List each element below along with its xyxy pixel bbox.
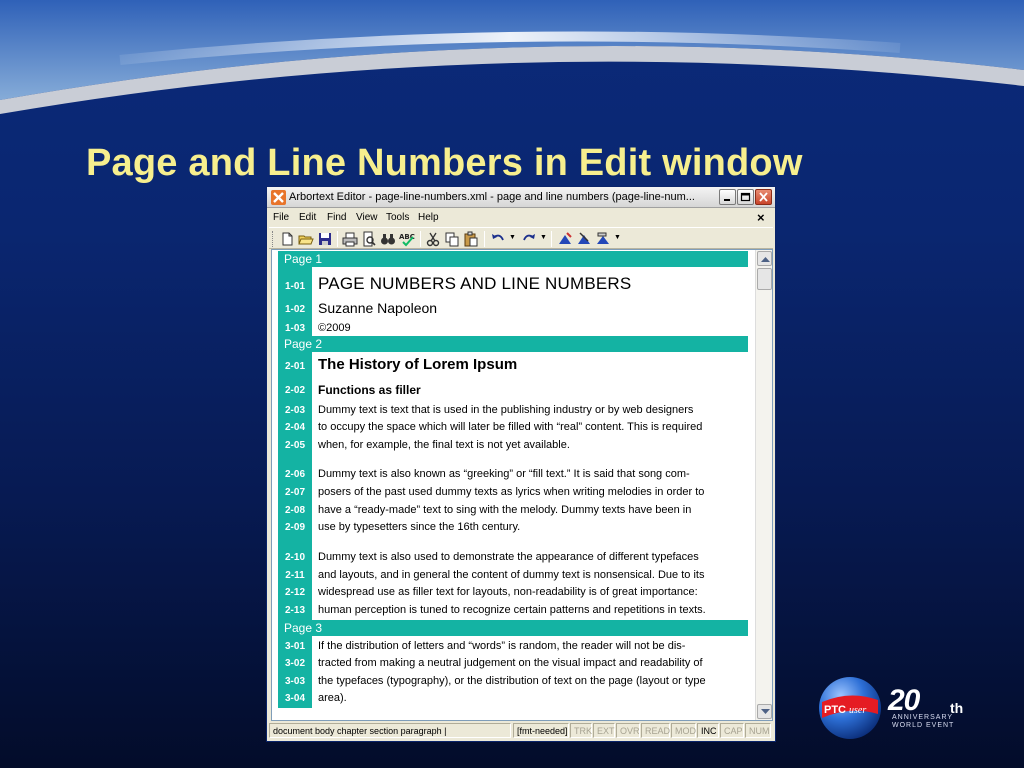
paragraph-line[interactable]: posers of the past used dummy texts as lyrics when writing melodies in order to xyxy=(318,486,705,498)
line-number: 2-07 xyxy=(284,487,305,498)
cut-icon[interactable] xyxy=(425,231,441,247)
slide-title: Page and Line Numbers in Edit window xyxy=(86,142,803,184)
logo-anniversary-suffix: th xyxy=(950,700,964,716)
menu-file[interactable]: File xyxy=(273,212,290,223)
menubar xyxy=(267,209,775,227)
section-title[interactable]: Functions as filler xyxy=(318,383,421,397)
main-toolbar xyxy=(269,227,773,249)
line-number: 3-04 xyxy=(284,693,305,704)
line-number: 2-01 xyxy=(284,361,305,372)
paragraph-line[interactable]: human perception is tuned to recognize certain patterns and repetitions in texts. xyxy=(318,604,706,616)
toolbar-separator xyxy=(551,231,552,247)
menu-find[interactable]: Find xyxy=(327,212,347,223)
insert-markup-icon[interactable] xyxy=(557,231,573,247)
copy-icon[interactable] xyxy=(444,231,460,247)
find-binoculars-icon[interactable] xyxy=(380,231,396,247)
spellcheck-icon[interactable] xyxy=(399,231,415,247)
paragraph-line[interactable]: tracted from making a neutral judgement on the visual impact and readability of xyxy=(318,657,703,669)
change-markup-icon[interactable] xyxy=(576,231,592,247)
chevron-down-icon xyxy=(761,709,770,715)
svg-text:ABC: ABC xyxy=(399,233,415,241)
paragraph-line[interactable]: the typefaces (typography), or the distribution of text on the page (layout or type xyxy=(318,675,706,687)
paragraph-line[interactable]: Dummy text is text that is used in the publishing industry or by web designers xyxy=(318,404,694,416)
menu-edit[interactable]: Edit xyxy=(299,212,317,223)
paragraph-line[interactable]: Dummy text is also known as “greeking” or “fill text.” It is said that song com- xyxy=(318,468,690,480)
status-trk: TRK xyxy=(570,723,592,738)
line-number: 2-08 xyxy=(284,505,305,516)
paragraph-line[interactable]: have a “ready-made” text to sing with the melody. Dummy texts have been in xyxy=(318,504,692,516)
paragraph-line[interactable]: Dummy text is also used to demonstrate the appearance of different typefaces xyxy=(318,551,699,563)
maximize-icon xyxy=(740,192,751,202)
ptc-user-logo-icon xyxy=(818,676,882,740)
redo-dropdown-icon[interactable]: ▼ xyxy=(540,234,547,241)
maximize-button[interactable] xyxy=(737,189,754,205)
window-titlebar[interactable] xyxy=(267,187,775,208)
status-bar xyxy=(269,723,773,739)
line-number: 2-04 xyxy=(284,422,305,433)
line-number: 2-13 xyxy=(284,605,305,616)
status-cap: CAP xyxy=(720,723,744,738)
menu-help[interactable]: Help xyxy=(418,212,439,223)
status-fmt-needed: [fmt-needed] xyxy=(513,723,569,738)
paragraph-line[interactable]: area). xyxy=(318,692,347,704)
document-author[interactable]: Suzanne Napoleon xyxy=(318,300,438,316)
paragraph-line[interactable]: widespread use as filler text for layouts, non-readability is of great importance: xyxy=(318,586,698,598)
paste-icon[interactable] xyxy=(463,231,479,247)
line-number: 3-02 xyxy=(284,658,305,669)
paragraph-line[interactable]: to occupy the space which will later be filled with “real” content. This is required xyxy=(318,421,703,433)
page-bar-1: Page 1 xyxy=(278,251,748,267)
logo-brand-suffix: user xyxy=(849,705,867,716)
arbortext-editor-window xyxy=(266,186,776,742)
paragraph-line[interactable]: use by typesetters since the 16th century. xyxy=(318,521,521,533)
line-number: 2-03 xyxy=(284,405,305,416)
line-number: 1-03 xyxy=(284,323,305,334)
paragraph-line[interactable]: when, for example, the final text is not yet available. xyxy=(318,439,570,451)
paragraph-line[interactable]: If the distribution of letters and “words” is random, the reader will not be dis- xyxy=(318,640,686,652)
document-title[interactable]: PAGE NUMBERS AND LINE NUMBERS xyxy=(318,274,632,293)
menu-tools[interactable]: Tools xyxy=(386,212,410,223)
line-number: 2-02 xyxy=(284,385,305,396)
menu-view[interactable]: View xyxy=(356,212,378,223)
print-icon[interactable] xyxy=(342,231,358,247)
markup-dropdown-icon[interactable]: ▼ xyxy=(614,234,621,241)
line-number: 2-11 xyxy=(285,570,305,581)
edit-area[interactable] xyxy=(271,249,773,721)
status-ext: EXT xyxy=(593,723,615,738)
print-preview-icon[interactable] xyxy=(361,231,377,247)
close-icon xyxy=(758,192,769,202)
line-number: 3-03 xyxy=(284,676,305,687)
status-num: NUM xyxy=(745,723,771,738)
line-number: 1-01 xyxy=(284,281,305,292)
chapter-title[interactable]: The History of Lorem Ipsum xyxy=(318,356,518,373)
toolbar-separator xyxy=(420,231,421,247)
toolbar-grip[interactable] xyxy=(272,231,275,247)
scroll-thumb[interactable] xyxy=(757,268,772,290)
undo-dropdown-icon[interactable]: ▼ xyxy=(509,234,516,241)
document-close-icon[interactable]: × xyxy=(757,210,765,225)
status-inc: INC xyxy=(697,723,719,738)
element-path[interactable]: document body chapter section paragraph | xyxy=(269,723,511,738)
page-bar-3: Page 3 xyxy=(278,620,748,636)
status-read: READ xyxy=(641,723,670,738)
save-icon[interactable] xyxy=(317,231,333,247)
minimize-button[interactable] xyxy=(719,189,736,205)
window-title: Arbortext Editor - page-line-numbers.xml - page and line numbers (page-line-num... xyxy=(289,191,695,203)
minimize-icon xyxy=(722,192,733,202)
page-bar-2: Page 2 xyxy=(278,336,748,352)
logo-anniversary-text: ANNIVERSARY xyxy=(892,714,954,721)
split-markup-icon[interactable] xyxy=(595,231,611,247)
line-number: 2-05 xyxy=(284,440,305,451)
vertical-scrollbar[interactable] xyxy=(755,250,772,720)
toolbar-separator xyxy=(337,231,338,247)
line-number: 1-02 xyxy=(284,304,305,315)
scroll-up-button[interactable] xyxy=(757,251,772,266)
status-ovr: OVR xyxy=(616,723,640,738)
line-number: 3-01 xyxy=(284,641,305,652)
line-number: 2-10 xyxy=(284,552,305,563)
line-number: 2-06 xyxy=(284,469,305,480)
logo-anniversary-number: 20 xyxy=(888,684,920,717)
line-number: 2-09 xyxy=(284,522,305,533)
close-button[interactable] xyxy=(755,189,772,205)
paragraph-line[interactable]: and layouts, and in general the content of dummy text is nonsensical. Due to its xyxy=(318,569,705,581)
logo-brand: PTC xyxy=(824,704,846,716)
logo-event-text: WORLD EVENT xyxy=(892,722,955,729)
open-folder-icon[interactable] xyxy=(298,231,314,247)
redo-icon[interactable] xyxy=(521,231,537,247)
undo-icon[interactable] xyxy=(490,231,506,247)
scroll-down-button[interactable] xyxy=(757,704,772,719)
document-copyright[interactable]: ©2009 xyxy=(318,322,351,334)
status-mod: MOD xyxy=(671,723,696,738)
line-number: 2-12 xyxy=(284,587,305,598)
chevron-up-icon xyxy=(761,256,770,262)
new-document-icon[interactable] xyxy=(279,231,295,247)
arbortext-app-icon xyxy=(271,190,286,205)
toolbar-separator xyxy=(484,231,485,247)
